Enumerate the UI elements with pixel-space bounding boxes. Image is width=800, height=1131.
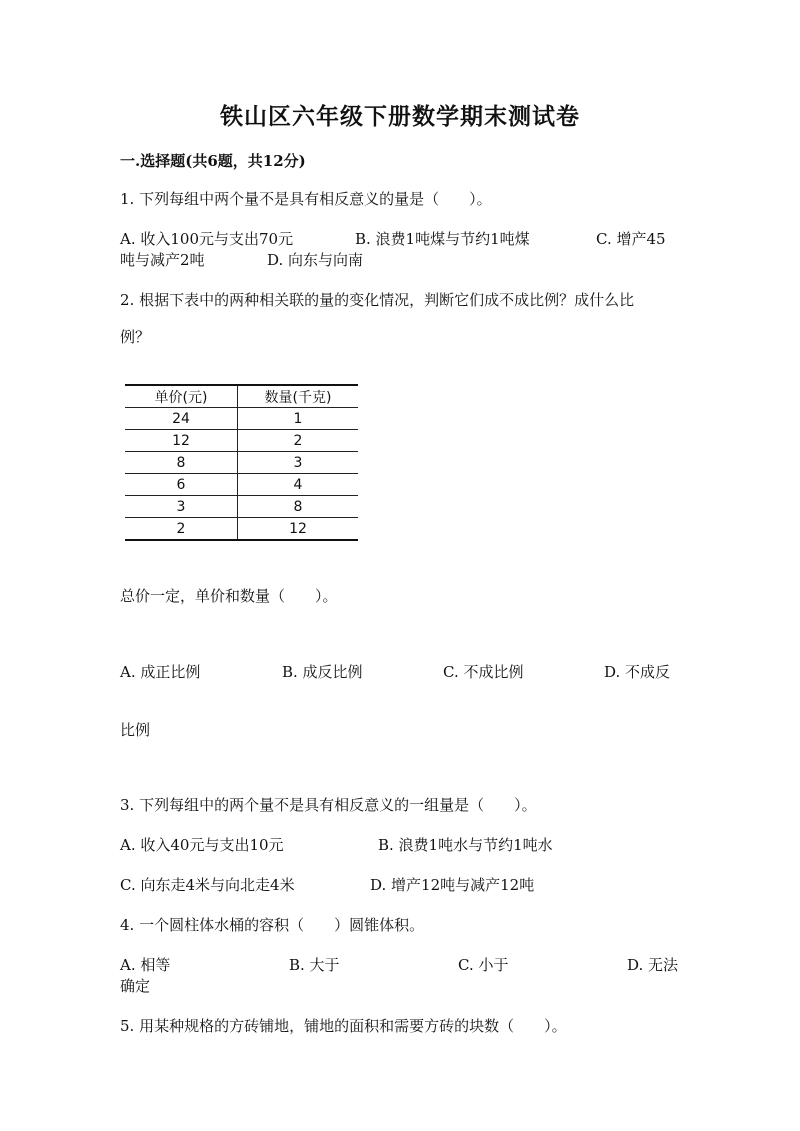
table-row: [125, 452, 358, 474]
table-cell: 3: [125, 496, 238, 518]
question-3-option-c[interactable]: C. 向东走4米与向北走4米: [120, 876, 295, 894]
question-3-option-a[interactable]: A. 收入40元与支出10元: [120, 836, 284, 854]
question-4-option-a[interactable]: A. 相等: [120, 956, 171, 974]
question-2-option-d[interactable]: D. 不成反: [604, 663, 671, 681]
question-1-option-d[interactable]: D. 向东与向南: [267, 251, 364, 269]
question-4-option-d-continued: 确定: [120, 977, 151, 995]
question-2-option-b[interactable]: B. 成反比例: [282, 663, 363, 681]
question-3-option-d[interactable]: D. 增产12吨与减产12吨: [370, 876, 535, 894]
question-2-option-a[interactable]: A. 成正比例: [120, 663, 201, 681]
table-cell: 2: [238, 430, 359, 452]
section-heading: 一.选择题(共6题，共12分): [120, 152, 306, 170]
question-2-option-d-continued: 比例: [120, 721, 151, 739]
table-cell: 8: [125, 452, 238, 474]
question-1-option-b[interactable]: B. 浪费1吨煤与节约1吨煤: [355, 230, 530, 248]
table-cell: 24: [125, 408, 238, 430]
question-4-option-d[interactable]: D. 无法: [627, 956, 679, 974]
table-cell: 12: [125, 430, 238, 452]
question-3-stem: 3. 下列每组中的两个量不是具有相反意义的一组量是（ ）。: [120, 796, 537, 814]
table-cell: 1: [238, 408, 359, 430]
question-4-option-b[interactable]: B. 大于: [289, 956, 340, 974]
table-cell: 12: [238, 518, 359, 541]
table-cell: 8: [238, 496, 359, 518]
question-2-option-c[interactable]: C. 不成比例: [443, 663, 524, 681]
question-1-option-a[interactable]: A. 收入100元与支出70元: [120, 230, 294, 248]
table-row: [125, 496, 358, 518]
price-quantity-table: [125, 384, 358, 541]
question-1-stem: 1. 下列每组中两个量不是具有相反意义的量是（ ）。: [120, 190, 492, 208]
question-3-option-b[interactable]: B. 浪费1吨水与节约1吨水: [378, 836, 553, 854]
table-cell: 3: [238, 452, 359, 474]
table-row: [125, 430, 358, 452]
question-2-stem-line-1: 2. 根据下表中的两种相关联的量的变化情况，判断它们成不成比例？成什么比: [120, 291, 635, 309]
table-header-unit-price: 单价(元): [125, 385, 238, 408]
question-1-option-c[interactable]: C. 增产45: [596, 230, 666, 248]
table-cell: 2: [125, 518, 238, 541]
question-4-stem: 4. 一个圆柱体水桶的容积（ ）圆锥体积。: [120, 916, 425, 934]
table-cell: 4: [238, 474, 359, 496]
question-2-stem-line-2: 例？: [120, 328, 151, 346]
table-row: [125, 474, 358, 496]
table-header-row: [125, 385, 358, 408]
question-5-stem: 5. 用某种规格的方砖铺地，铺地的面积和需要方砖的块数（ ）。: [120, 1017, 567, 1035]
page-title: 铁山区六年级下册数学期末测试卷: [220, 103, 580, 130]
table-cell: 6: [125, 474, 238, 496]
table-header-quantity: 数量(千克): [238, 385, 359, 408]
table-row: [125, 408, 358, 430]
question-2-prompt: 总价一定，单价和数量（ ）。: [120, 587, 338, 605]
table-row: [125, 518, 358, 541]
question-1-option-c-continued: 吨与减产2吨: [120, 251, 205, 269]
question-4-option-c[interactable]: C. 小于: [458, 956, 509, 974]
